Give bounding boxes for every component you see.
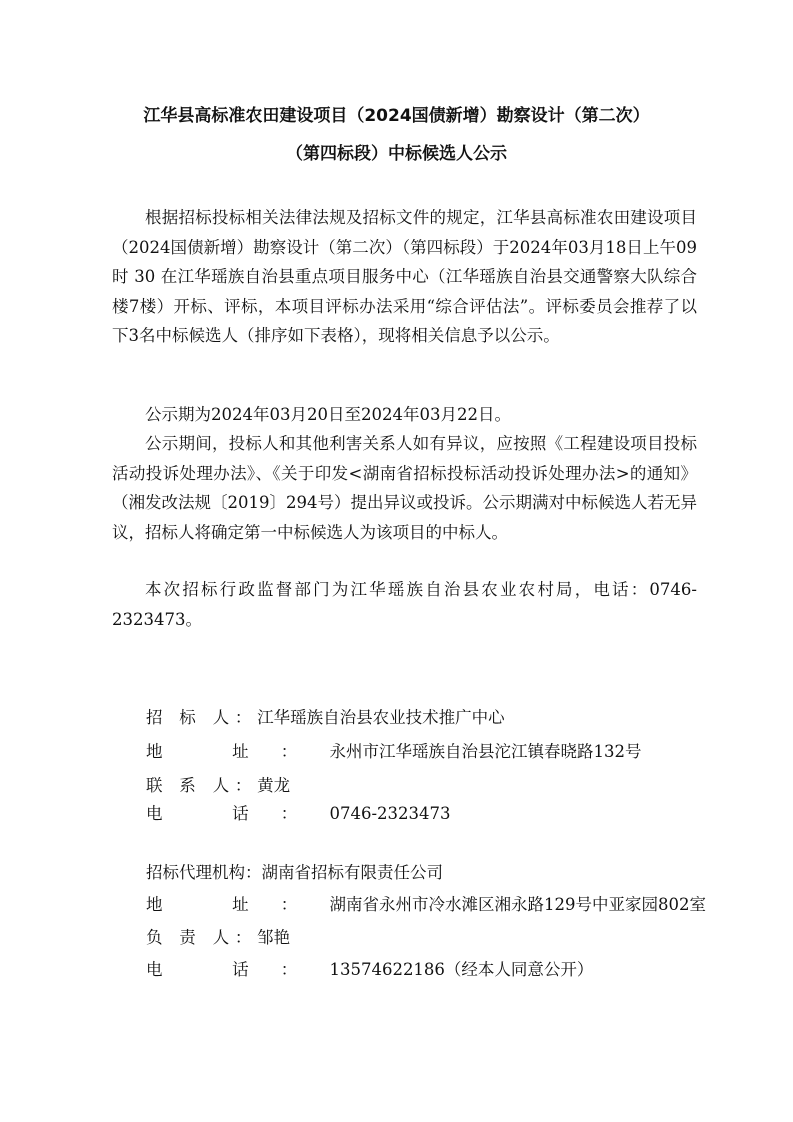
agency-contact-line bbox=[146, 926, 290, 950]
tenderer-phone-label: 电 话： bbox=[146, 804, 330, 823]
agency-address-line bbox=[146, 893, 706, 917]
agency-address-label: 地 址： bbox=[146, 895, 330, 914]
tenderer-phone-line bbox=[146, 802, 451, 826]
agency-contact-value: 邹艳 bbox=[257, 928, 291, 947]
announcement-paragraph-evaluation: 根据招标投标相关法律法规及招标文件的规定，江华县高标准农田建设项目（2024国债新增）勘察设计（第二次）（第四标段）于2024年03月18日上午09 时 30 在江华瑶族自治县重点项目服务中心（江华瑶族自治县交通警察大队综合楼7楼）开标、评标，本项目评标办法采用“综合评估法”。评标委员会推荐了以下3名中标候选人（排序如下表格），现将相关信息予以公示。 bbox=[112, 208, 697, 346]
agency-phone-label: 电 话： bbox=[146, 960, 330, 979]
agency-name-label: 招标代理机构： bbox=[146, 863, 262, 882]
agency-address-value: 湖南省永州市冷水滩区湘永路129号中亚家园802室 bbox=[329, 895, 706, 914]
tenderer-name-value: 江华瑶族自治县农业技术推广中心 bbox=[257, 708, 505, 727]
notice-title-line-1: 江华县高标准农田建设项目（2024国债新增）勘察设计（第二次） bbox=[143, 106, 650, 126]
agency-phone-line bbox=[146, 958, 593, 982]
agency-name-value: 湖南省招标有限责任公司 bbox=[261, 863, 443, 882]
agency-phone-value: 13574622186（经本人同意公开） bbox=[329, 960, 594, 979]
agency-contact-label: 负 责 人： bbox=[146, 928, 258, 947]
tenderer-contact-line bbox=[146, 774, 290, 798]
announcement-paragraph-supervisor: 本次招标行政监督部门为江华瑶族自治县农业农村局，电话：0746-2323473。 bbox=[112, 580, 697, 629]
tenderer-name-label: 招 标 人： bbox=[146, 708, 258, 727]
announcement-paragraph-objection: 公示期间，投标人和其他利害关系人如有异议，应按照《工程建设项目投标活动投诉处理办法》、《关于印发<湖南省招标投标活动投诉处理办法>的通知》（湘发改法规〔2019〕294号）提出异议或投诉。公示期满对中标候选人若无异议，招标人将确定第一中标候选人为该项目的中标人。 bbox=[112, 434, 697, 542]
tenderer-phone-value: 0746-2323473 bbox=[329, 804, 451, 823]
tenderer-contact-label: 联 系 人： bbox=[146, 776, 258, 795]
notice-title-line-2: （第四标段）中标候选人公示 bbox=[286, 144, 507, 164]
agency-name-line bbox=[146, 861, 443, 885]
tenderer-name-line bbox=[146, 706, 505, 730]
tenderer-address-label: 地 址： bbox=[146, 742, 330, 761]
tenderer-contact-value: 黄龙 bbox=[257, 776, 291, 795]
tenderer-address-line bbox=[146, 740, 641, 764]
announcement-paragraph-period: 公示期为2024年03月20日至2024年03月22日。 bbox=[145, 405, 511, 424]
tenderer-address-value: 永州市江华瑶族自治县沱江镇春晓路132号 bbox=[329, 742, 642, 761]
